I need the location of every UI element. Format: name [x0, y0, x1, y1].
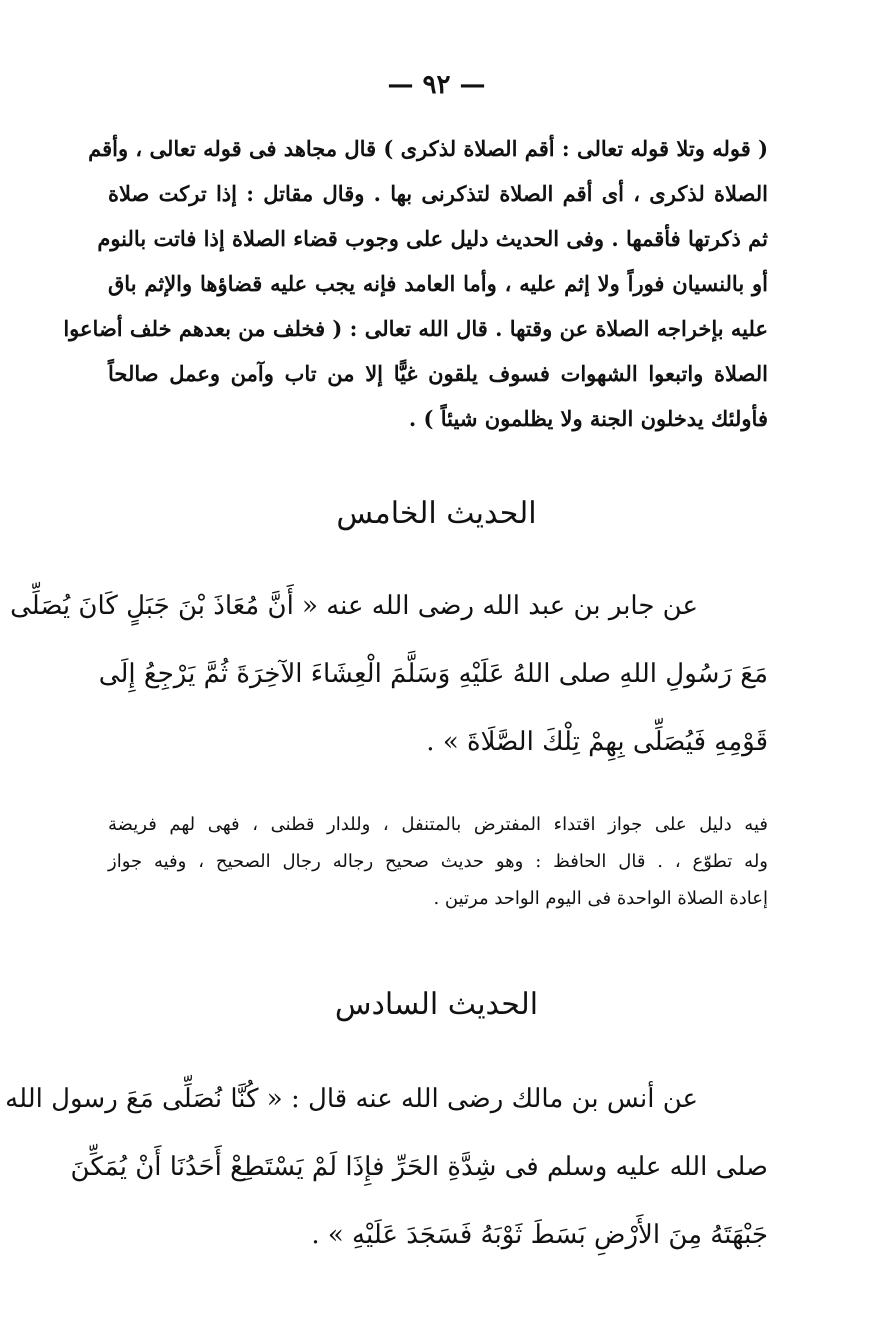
intro-line: فأولئك يدخلون الجنة ولا يظلمون شيئاً ) . — [408, 406, 768, 431]
commentary-fifth — [108, 806, 768, 917]
hadith-text-sixth — [5, 1065, 768, 1269]
section-heading-fifth-hadith: الحديث الخامس — [336, 496, 537, 531]
commentary-line: إعادة الصلاة الواحدة فى اليوم الواحد مرتين . — [433, 888, 768, 909]
intro-line: عليه بإخراجه الصلاة عن وقتها . قال الله تعالى : ( فخلف من بعدهم خلف أضاعوا — [63, 316, 768, 341]
hadith-text-fifth — [10, 572, 768, 776]
intro-line: الصلاة لذكرى ، أى أقم الصلاة لتذكرنى بها . وقال مقاتل : إذا تركت صلاة — [108, 181, 768, 206]
commentary-line: وله تطوّع ، . قال الحافظ : وهو حديث صحيح رجاله رجال الصحيح ، وفيه جواز — [108, 851, 768, 872]
intro-line: الصلاة واتبعوا الشهوات فسوف يلقون غيًّا إلا من تاب وآمن وعمل صالحاً — [108, 361, 768, 386]
hadith-line: مَعَ رَسُولِ اللهِ صلى اللهُ عَلَيْهِ وَسَلَّمَ الْعِشَاءَ الآخِرَةَ ثُمَّ يَرْجِعُ إِلَى — [98, 659, 768, 689]
commentary-line: فيه دليل على جواز اقتداء المفترض بالمتنفل ، وللدار قطنى ، فهى لهم فريضة — [108, 814, 768, 835]
hadith-line: عن أنس بن مالك رضى الله عنه قال : « كُنَّا نُصَلِّى مَعَ رسول الله — [5, 1084, 698, 1114]
intro-line: أو بالنسيان فوراً ولا إثم عليه ، وأما العامد فإنه يجب عليه قضاؤها والإثم باق — [108, 271, 768, 296]
intro-paragraph — [63, 126, 768, 441]
page-number: — ٩٢ — — [387, 70, 486, 100]
hadith-line: قَوْمِهِ فَيُصَلِّى بِهِمْ تِلْكَ الصَّلَاةَ » . — [426, 727, 768, 757]
intro-line: ثم ذكرتها فأقمها . وفى الحديث دليل على وجوب قضاء الصلاة إذا فاتت بالنوم — [97, 226, 768, 251]
hadith-line: جَبْهَتَهُ مِنَ الأَرْضِ بَسَطَ ثَوْبَهُ فَسَجَدَ عَلَيْهِ » . — [311, 1220, 768, 1250]
hadith-line: صلى الله عليه وسلم فى شِدَّةِ الحَرِّ فإِذَا لَمْ يَسْتَطِعْ أَحَدُنَا أَنْ يُمَكِّنَ — [70, 1152, 768, 1182]
section-heading-sixth-hadith: الحديث السادس — [334, 987, 539, 1022]
intro-line: ( قوله وتلا قوله تعالى : أقم الصلاة لذكرى ) قال مجاهد فى قوله تعالى ، وأقم — [88, 136, 768, 161]
hadith-line: عن جابر بن عبد الله رضى الله عنه « أَنَّ مُعَاذَ بْنَ جَبَلٍ كَانَ يُصَلِّى — [10, 591, 698, 621]
